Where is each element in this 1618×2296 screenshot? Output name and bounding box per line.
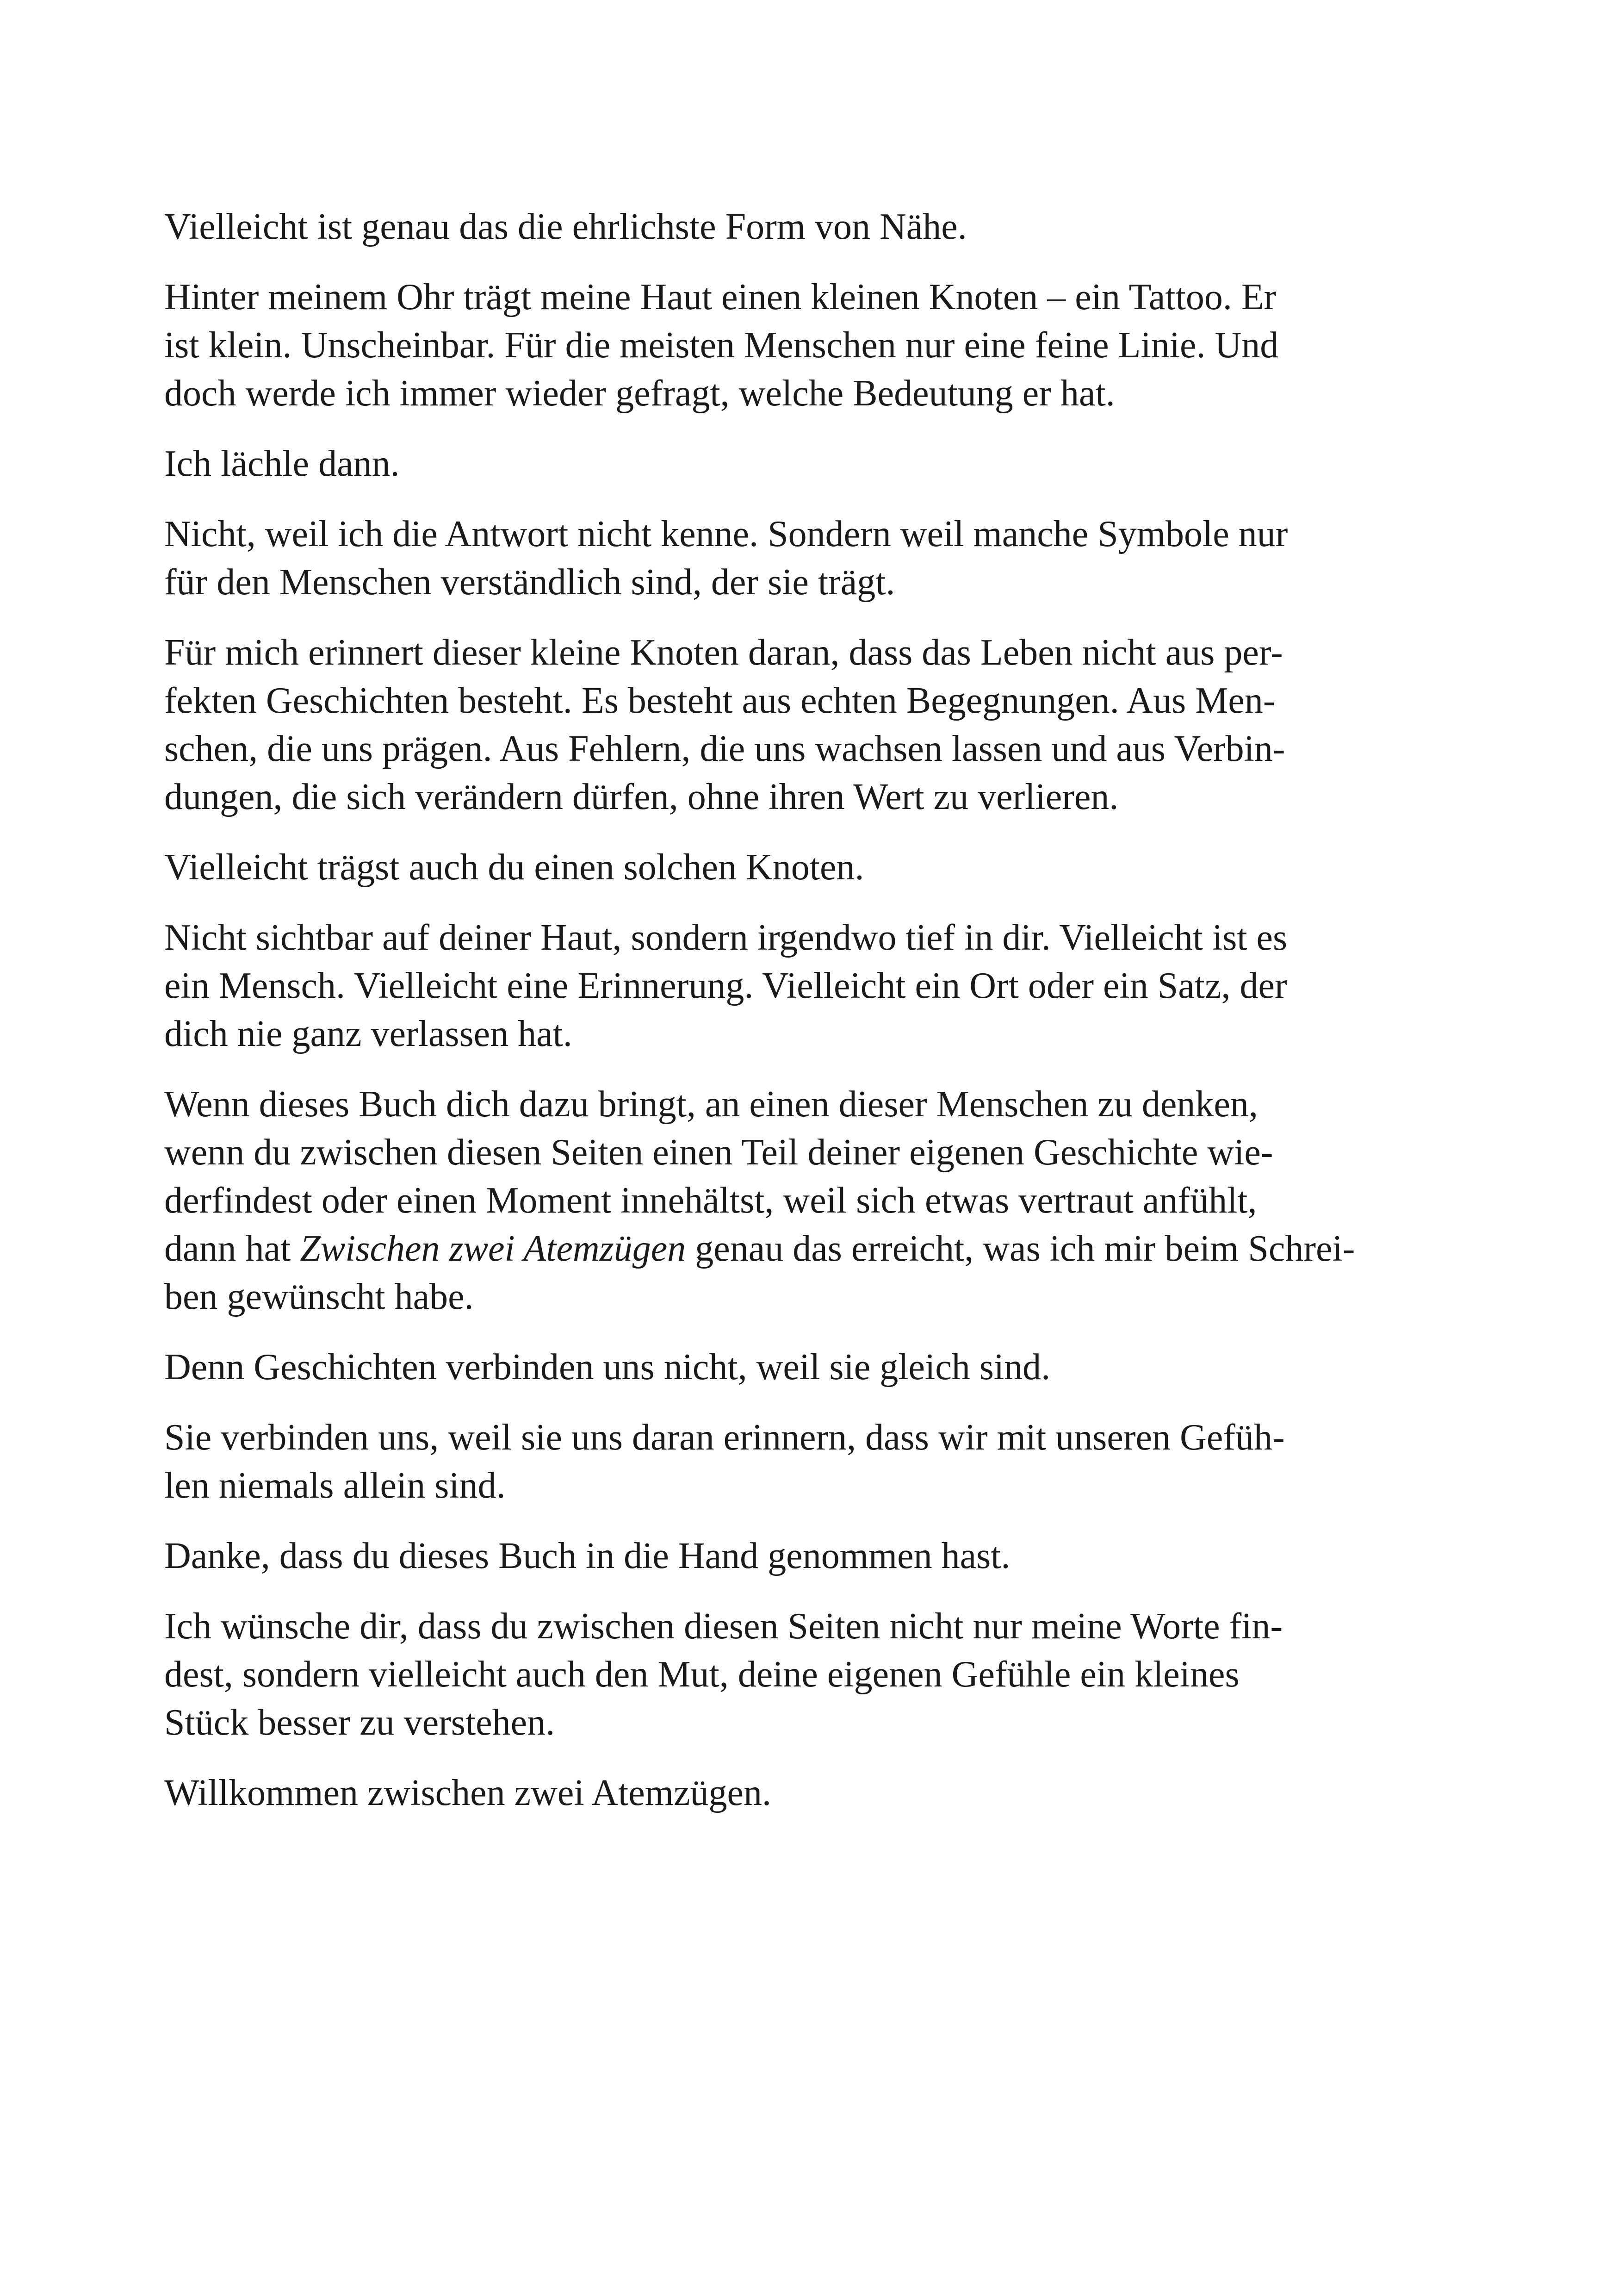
text-line: Hinter meinem Ohr trägt meine Haut einen kleinen Knoten – ein Tattoo. Er (164, 277, 1277, 317)
text-line: Vielleicht trägst auch du einen solchen Knoten. (164, 847, 864, 888)
text-line: Ich wünsche dir, dass du zwischen diesen Seiten nicht nur meine Worte fin- (164, 1606, 1283, 1647)
text-line-with-book-title (164, 1225, 1441, 1273)
text-line: Stück besser zu verstehen. (164, 1702, 555, 1743)
text-line: Für mich erinnert dieser kleine Knoten daran, dass das Leben nicht aus per- (164, 632, 1283, 673)
text-line: Ich lächle dann. (164, 443, 400, 484)
book-title: Zwischen zwei Atemzügen (300, 1228, 686, 1269)
paragraph (164, 843, 1441, 891)
paragraph (164, 273, 1441, 417)
text-line: Wenn dieses Buch dich dazu bringt, an einen dieser Menschen zu denken, (164, 1084, 1258, 1125)
paragraph (164, 1080, 1441, 1321)
text-line: Sie verbinden uns, weil sie uns daran erinnern, dass wir mit unseren Gefüh- (164, 1417, 1285, 1458)
text-line: Vielleicht ist genau das die ehrlichste Form von Nähe. (164, 206, 967, 247)
text-line: für den Menschen verständlich sind, der sie trägt. (164, 562, 895, 603)
paragraph (164, 440, 1441, 488)
text-line: derfindest oder einen Moment innehältst, weil sich etwas vertraut anfühlt, (164, 1180, 1257, 1221)
text-line: ist klein. Unscheinbar. Für die meisten Menschen nur eine feine Linie. Und (164, 325, 1279, 366)
text-line: Willkommen zwischen zwei Atemzügen. (164, 1773, 771, 1813)
paragraph (164, 1769, 1441, 1817)
body-text (164, 203, 1441, 1839)
paragraph (164, 1343, 1441, 1391)
paragraph (164, 1602, 1441, 1747)
text-fragment: dann hat (164, 1228, 300, 1269)
text-line: Danke, dass du dieses Buch in die Hand genommen hast. (164, 1536, 1010, 1576)
text-line: fekten Geschichten besteht. Es besteht aus echten Begegnungen. Aus Men- (164, 680, 1276, 721)
text-line: len niemals allein sind. (164, 1465, 506, 1506)
text-line: ein Mensch. Vielleicht eine Erinnerung. Vielleicht ein Ort oder ein Satz, der (164, 965, 1287, 1006)
text-line: dungen, die sich verändern dürfen, ohne ihren Wert zu verlieren. (164, 777, 1119, 817)
text-line: schen, die uns prägen. Aus Fehlern, die uns wachsen lassen und aus Verbin- (164, 728, 1285, 769)
paragraph (164, 510, 1441, 606)
paragraph (164, 203, 1441, 251)
text-line: Nicht sichtbar auf deiner Haut, sondern irgendwo tief in dir. Vielleicht ist es (164, 917, 1288, 958)
text-line: dest, sondern vielleicht auch den Mut, deine eigenen Gefühle ein kleines (164, 1654, 1240, 1695)
text-line: doch werde ich immer wieder gefragt, welche Bedeutung er hat. (164, 373, 1115, 414)
text-line: Denn Geschichten verbinden uns nicht, weil sie gleich sind. (164, 1347, 1051, 1388)
text-line: dich nie ganz verlassen hat. (164, 1014, 572, 1054)
paragraph (164, 628, 1441, 821)
text-fragment: genau das erreicht, was ich mir beim Schrei- (686, 1228, 1355, 1269)
paragraph (164, 914, 1441, 1058)
paragraph (164, 1532, 1441, 1580)
paragraph (164, 1413, 1441, 1510)
text-line: ben gewünscht habe. (164, 1276, 474, 1317)
text-line: wenn du zwischen diesen Seiten einen Teil deiner eigenen Geschichte wie- (164, 1132, 1273, 1173)
text-line: Nicht, weil ich die Antwort nicht kenne. Sondern weil manche Symbole nur (164, 514, 1288, 554)
